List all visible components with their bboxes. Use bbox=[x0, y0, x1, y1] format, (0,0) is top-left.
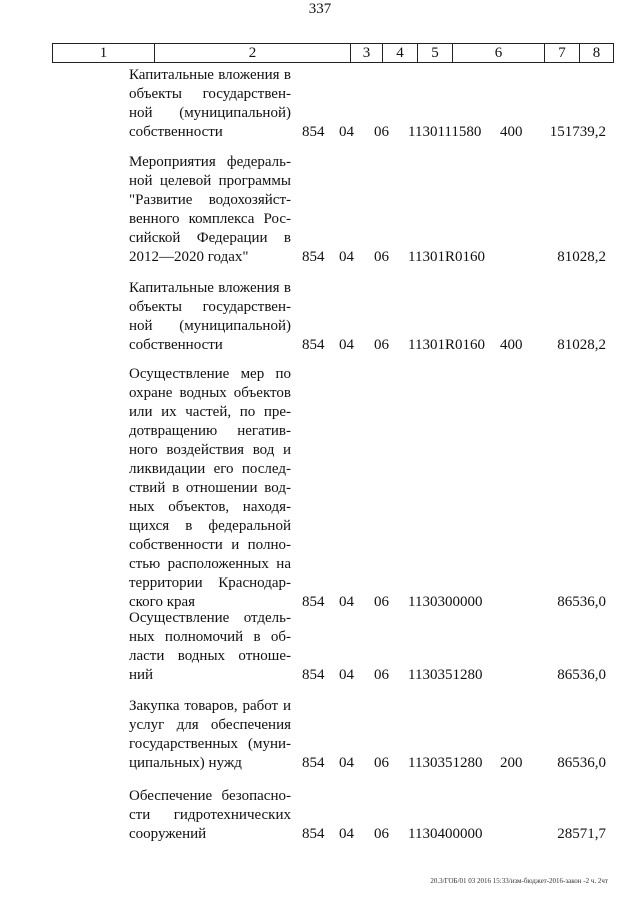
column-header-7: 7 bbox=[545, 44, 580, 62]
row-cell-c4: 04 bbox=[339, 826, 354, 842]
row-description bbox=[129, 787, 291, 844]
row-description-line: ного воздействия вод и bbox=[129, 442, 291, 458]
row-description-line: Осуществление отдель- bbox=[129, 610, 291, 626]
row-cell-c8: 151739,2 bbox=[549, 124, 606, 140]
row-cell-c6: 11301R0160 bbox=[408, 337, 485, 353]
column-header-5: 5 bbox=[418, 44, 453, 62]
row-cell-c7: 400 bbox=[500, 337, 523, 353]
row-description bbox=[129, 697, 291, 773]
row-description-line: ной (муниципальной) bbox=[129, 105, 291, 121]
row-cell-c4: 04 bbox=[339, 124, 354, 140]
row-description-line: щихся в федеральной bbox=[129, 518, 291, 534]
row-description-line: венного комплекса Рос- bbox=[129, 211, 291, 227]
row-cell-c4: 04 bbox=[339, 594, 354, 610]
row-description-line: собственности bbox=[129, 337, 223, 353]
row-description-line: дотвращению негатив- bbox=[129, 423, 291, 439]
row-description-line: ствий в отношении вод- bbox=[129, 480, 291, 496]
row-cell-c4: 04 bbox=[339, 755, 354, 771]
row-cell-c4: 04 bbox=[339, 667, 354, 683]
row-cell-c5: 06 bbox=[374, 826, 389, 842]
column-header-3: 3 bbox=[351, 44, 383, 62]
row-cell-c3: 854 bbox=[302, 249, 325, 265]
row-cell-c6: 1130300000 bbox=[408, 594, 483, 610]
row-description-line: ной целевой программы bbox=[129, 173, 291, 189]
row-description-line: территории Краснодар- bbox=[129, 575, 291, 591]
row-description-line: охране водных объектов bbox=[129, 385, 291, 401]
row-description-line: Капитальные вложения в bbox=[129, 280, 291, 296]
row-cell-c5: 06 bbox=[374, 337, 389, 353]
row-description-line: сти гидротехнических bbox=[129, 807, 291, 823]
row-description-line: услуг для обеспечения bbox=[129, 717, 291, 733]
row-cell-c6: 1130111580 bbox=[408, 124, 482, 140]
row-cell-c8: 86536,0 bbox=[557, 667, 606, 683]
column-header-8: 8 bbox=[580, 44, 614, 62]
row-description-line: собственности bbox=[129, 124, 223, 140]
row-description-line: объекты государствен- bbox=[129, 86, 291, 102]
row-description-line: "Развитие водохозяйст- bbox=[129, 192, 291, 208]
row-cell-c7: 200 bbox=[500, 755, 523, 771]
row-cell-c3: 854 bbox=[302, 755, 325, 771]
row-cell-c8: 86536,0 bbox=[557, 755, 606, 771]
row-description-line: Осуществление мер по bbox=[129, 366, 291, 382]
row-cell-c4: 04 bbox=[339, 249, 354, 265]
row-description-line: сийской Федерации в bbox=[129, 230, 291, 246]
row-description-line: ной (муниципальной) bbox=[129, 318, 291, 334]
row-cell-c3: 854 bbox=[302, 337, 325, 353]
row-cell-c3: 854 bbox=[302, 124, 325, 140]
row-description-line: ципальных) нужд bbox=[129, 755, 242, 771]
row-cell-c5: 06 bbox=[374, 124, 389, 140]
column-header-6: 6 bbox=[453, 44, 545, 62]
row-description-line: государственных (муни- bbox=[129, 736, 291, 752]
page-number: 337 bbox=[308, 1, 332, 17]
row-description-line: ласти водных отноше- bbox=[129, 648, 291, 664]
row-cell-c5: 06 bbox=[374, 667, 389, 683]
row-description-line: ликвидации его послед- bbox=[129, 461, 291, 477]
row-cell-c3: 854 bbox=[302, 826, 325, 842]
row-description bbox=[129, 279, 291, 355]
row-cell-c4: 04 bbox=[339, 337, 354, 353]
row-cell-c6: 11301R0160 bbox=[408, 249, 485, 265]
row-description-line: ных полномочий в об- bbox=[129, 629, 291, 645]
row-description-line: ского края bbox=[129, 594, 196, 610]
row-cell-c3: 854 bbox=[302, 667, 325, 683]
row-description-line: или их частей, по пре- bbox=[129, 404, 291, 420]
row-cell-c8: 28571,7 bbox=[557, 826, 606, 842]
row-description bbox=[129, 365, 291, 612]
row-cell-c5: 06 bbox=[374, 755, 389, 771]
row-description-line: Мероприятия федераль- bbox=[129, 154, 291, 170]
row-description bbox=[129, 66, 291, 142]
footer-note: 20.3/ГОБ/01 03 2016 15:33/изм-бюджет-2016-закон -2 ч. 2чт bbox=[430, 877, 608, 885]
column-header-2: 2 bbox=[155, 44, 351, 62]
row-cell-c6: 1130351280 bbox=[408, 667, 483, 683]
row-description-line: стью расположенных на bbox=[129, 556, 291, 572]
row-cell-c8: 86536,0 bbox=[557, 594, 606, 610]
row-cell-c6: 1130351280 bbox=[408, 755, 483, 771]
row-description-line: Обеспечение безопасно- bbox=[129, 788, 291, 804]
row-description bbox=[129, 609, 291, 685]
row-description-line: Капитальные вложения в bbox=[129, 67, 291, 83]
row-description-line: сооружений bbox=[129, 826, 207, 842]
row-description-line: 2012—2020 годах" bbox=[129, 249, 249, 265]
column-header-4: 4 bbox=[383, 44, 418, 62]
row-description-line: Закупка товаров, работ и bbox=[129, 698, 291, 714]
row-cell-c8: 81028,2 bbox=[557, 337, 606, 353]
row-cell-c8: 81028,2 bbox=[557, 249, 606, 265]
column-header-row bbox=[52, 43, 614, 63]
row-description-line: собственности и полно- bbox=[129, 537, 291, 553]
row-cell-c5: 06 bbox=[374, 594, 389, 610]
row-cell-c5: 06 bbox=[374, 249, 389, 265]
row-cell-c7: 400 bbox=[500, 124, 523, 140]
row-cell-c3: 854 bbox=[302, 594, 325, 610]
row-description-line: ных объектов, находя- bbox=[129, 499, 291, 515]
row-description-line: объекты государствен- bbox=[129, 299, 291, 315]
row-cell-c6: 1130400000 bbox=[408, 826, 483, 842]
column-header-1: 1 bbox=[53, 44, 155, 62]
row-description bbox=[129, 153, 291, 267]
row-description-line: ний bbox=[129, 667, 154, 683]
